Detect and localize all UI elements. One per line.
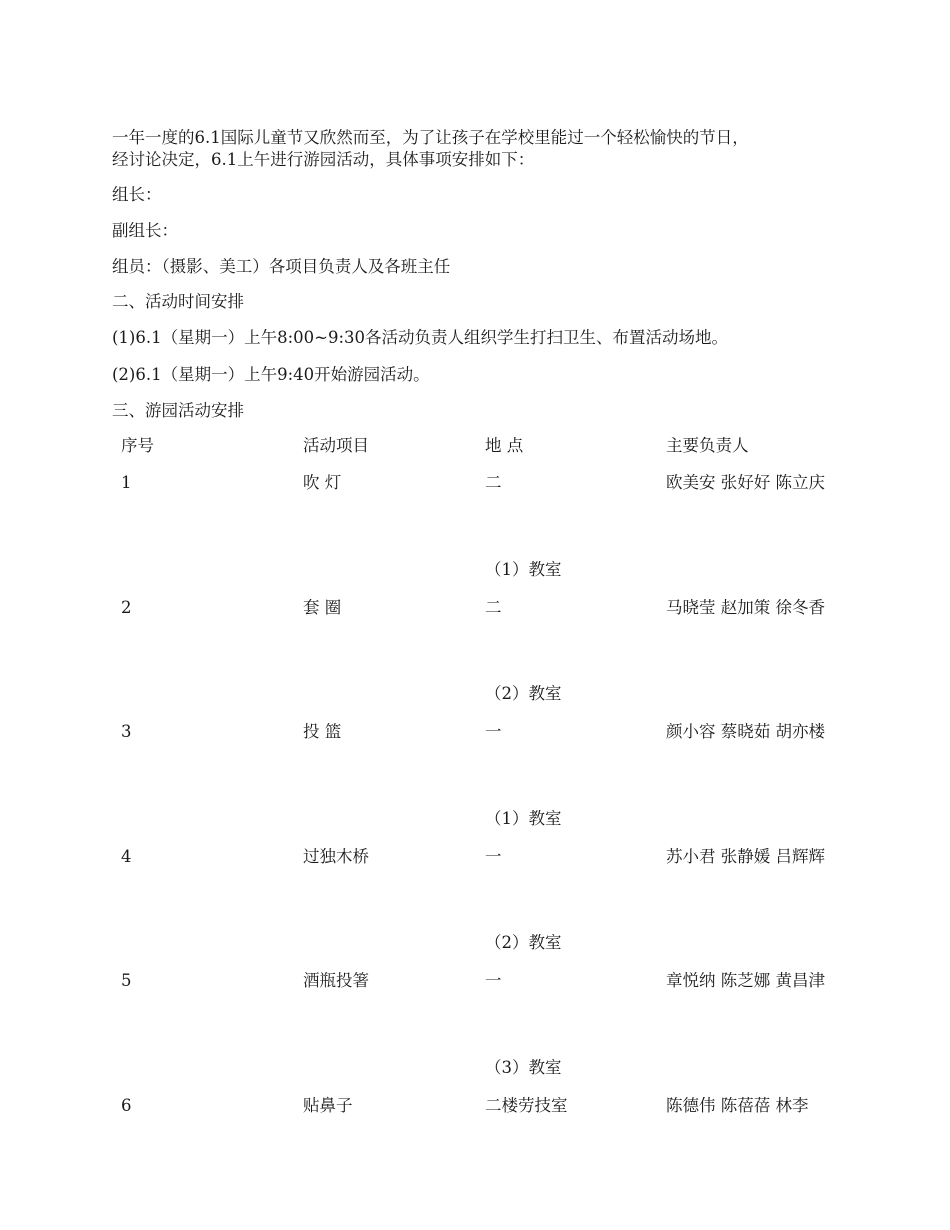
header-lead: 主要负责人 [666,436,749,455]
row-number: 2 [121,598,132,617]
row-location: 一 [485,971,502,990]
row-lead: 欧美安 张好好 陈立庆 [666,473,825,492]
row-location-note: （1）教室 [485,560,562,579]
row-number: 6 [121,1096,132,1115]
members-line: 组员：（摄影、美工）各项目负责人及各班主任 [112,257,451,276]
leader-line: 组长： [112,185,162,204]
row-location-note: （3）教室 [485,1058,562,1077]
intro-paragraph [112,127,842,171]
vice-leader-line: 副组长： [112,221,178,240]
row-location: 二 [485,598,502,617]
intro-line-1: 一年一度的6.1国际儿童节又欣然而至，为了让孩子在学校里能过一个轻松愉快的节日， [112,128,749,147]
row-location: 一 [485,722,502,741]
row-location: 一 [485,847,502,866]
row-location-note: （2）教室 [485,933,562,952]
row-lead: 颜小容 蔡晓茹 胡亦楼 [666,722,825,741]
row-number: 4 [121,847,132,866]
row-number: 1 [121,473,132,492]
row-activity: 投 篮 [303,722,342,741]
row-activity: 贴鼻子 [303,1096,353,1115]
row-number: 3 [121,722,132,741]
row-location-note: （1）教室 [485,809,562,828]
row-activity: 套 圈 [303,598,342,617]
row-lead: 马晓莹 赵加策 徐冬香 [666,598,825,617]
row-lead: 章悦纳 陈芝娜 黄昌津 [666,971,825,990]
row-number: 5 [121,971,132,990]
row-lead: 苏小君 张静媛 吕辉辉 [666,847,825,866]
row-location-note: （2）教室 [485,684,562,703]
row-activity: 吹 灯 [303,473,342,492]
row-location: 二楼劳技室 [485,1096,568,1115]
games-heading: 三、游园活动安排 [112,401,244,420]
intro-line-2: 经讨论决定，6.1上午进行游园活动，具体事项安排如下： [112,150,535,169]
row-location: 二 [485,473,502,492]
row-activity: 酒瓶投箸 [303,971,369,990]
header-activity: 活动项目 [303,436,369,455]
schedule-item-2: (2)6.1（星期一）上午9:40开始游园活动。 [112,365,430,384]
schedule-heading: 二、活动时间安排 [112,292,244,311]
schedule-item-1: (1)6.1（星期一）上午8:00~9:30各活动负责人组织学生打扫卫生、布置活动场地。 [112,328,729,347]
row-activity: 过独木桥 [303,847,369,866]
header-number: 序号 [121,436,154,455]
header-location: 地 点 [485,436,524,455]
row-lead: 陈德伟 陈蓓蓓 林李 [666,1096,809,1115]
